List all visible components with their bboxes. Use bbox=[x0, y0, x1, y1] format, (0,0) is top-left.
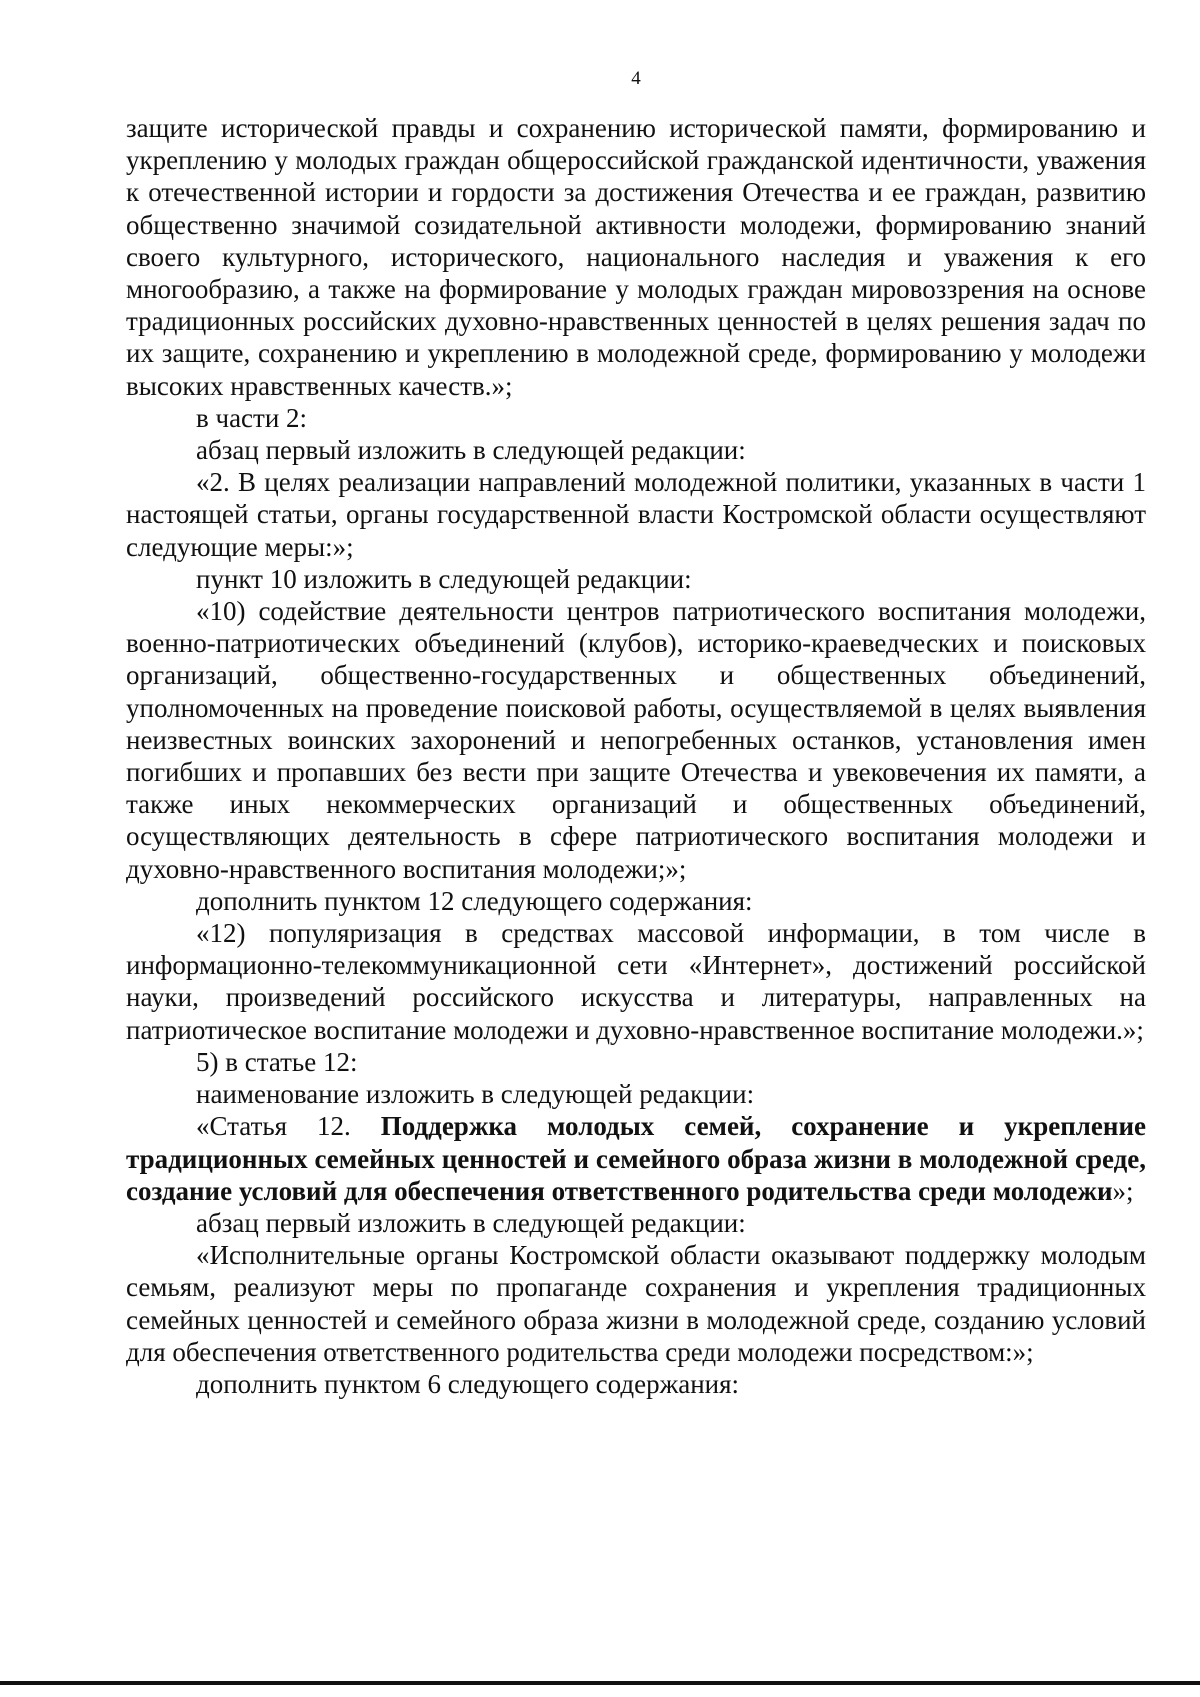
paragraph-quote-12: «12) популяризация в средствах массовой информации, в том числе в информационно-телекоммуникационной сети «Интернет», достижений российской науки, произведений российского искусства и литературы, направленных на патриотическое воспитание молодежи и духовно-нравственное воспитание молодежи.»; bbox=[126, 918, 1146, 1045]
article-heading-prefix: «Статья 12. bbox=[196, 1111, 381, 1142]
paragraph-part-2: в части 2: bbox=[196, 402, 308, 433]
paragraph-item-10: пункт 10 изложить в следующей редакции: bbox=[196, 563, 692, 594]
paragraph-quote-10: «10) содействие деятельности центров патриотического воспитания молодежи, военно-патриотических объединений (клубов), историко-краеведческих и поисковых организаций, общественно-государственных и общественных объединений, уполномоченных на проведение поисковой работы, осуществляемой в целях выявления неизвестных воинских захоронений и непогребенных останков, установления имен погибших и пропавших без вести при защите Отечества и увековечения их памяти, а также иных некоммерческих организаций и общественных объединений, осуществляющих деятельность в сфере патриотического воспитания молодежи и духовно-нравственного воспитания молодежи;»; bbox=[126, 596, 1146, 884]
page-number: 4 bbox=[631, 68, 641, 89]
paragraph-first-abzac: абзац первый изложить в следующей редакции: bbox=[196, 435, 746, 466]
paragraph-add-item-12: дополнить пунктом 12 следующего содержания: bbox=[196, 885, 753, 916]
article-heading-title: Поддержка молодых семей, сохранение и укрепление традиционных семейных ценностей и семейного образа жизни в молодежной среде, создание условий для обеспечения ответственного родительства среди молодежи bbox=[126, 1111, 1146, 1206]
article-heading bbox=[126, 1110, 1146, 1207]
paragraph-quote-2: «2. В целях реализации направлений молодежной политики, указанных в части 1 настоящей статьи, органы государственной власти Костромской области осуществляют следующие меры:»; bbox=[126, 467, 1146, 562]
paragraph-first-abzac-2: абзац первый изложить в следующей редакции: bbox=[196, 1207, 746, 1238]
bottom-rule bbox=[0, 1681, 1200, 1685]
document-body bbox=[126, 112, 1146, 1400]
paragraph-quote-executive: «Исполнительные органы Костромской области оказывают поддержку молодым семьям, реализуют меры по пропаганде сохранения и укрепления традиционных семейных ценностей и семейного образа жизни в молодежной среде, созданию условий для обеспечения ответственного родительства среди молодежи посредством:»; bbox=[126, 1240, 1146, 1367]
paragraph-title-edit: наименование изложить в следующей редакции: bbox=[196, 1079, 755, 1110]
paragraph-article-12: 5) в статье 12: bbox=[196, 1046, 358, 1077]
paragraph-continuation: защите исторической правды и сохранению исторической памяти, формированию и укреплению у молодых граждан общероссийской гражданской идентичности, уважения к отечественной истории и гордости за достижения Отечества и ее граждан, развитию общественно значимой созидательной активности молодежи, формированию знаний своего культурного, исторического, национального наследия и уважения к его многообразию, а также на формирование у молодых граждан мировоззрения на основе традиционных российских духовно-нравственных ценностей в целях решения задач по их защите, сохранению и укреплению в молодежной среде, формированию у молодежи высоких нравственных качеств.»; bbox=[126, 113, 1146, 401]
paragraph-add-item-6: дополнить пунктом 6 следующего содержания: bbox=[196, 1368, 740, 1399]
article-heading-suffix: »; bbox=[1112, 1175, 1134, 1206]
